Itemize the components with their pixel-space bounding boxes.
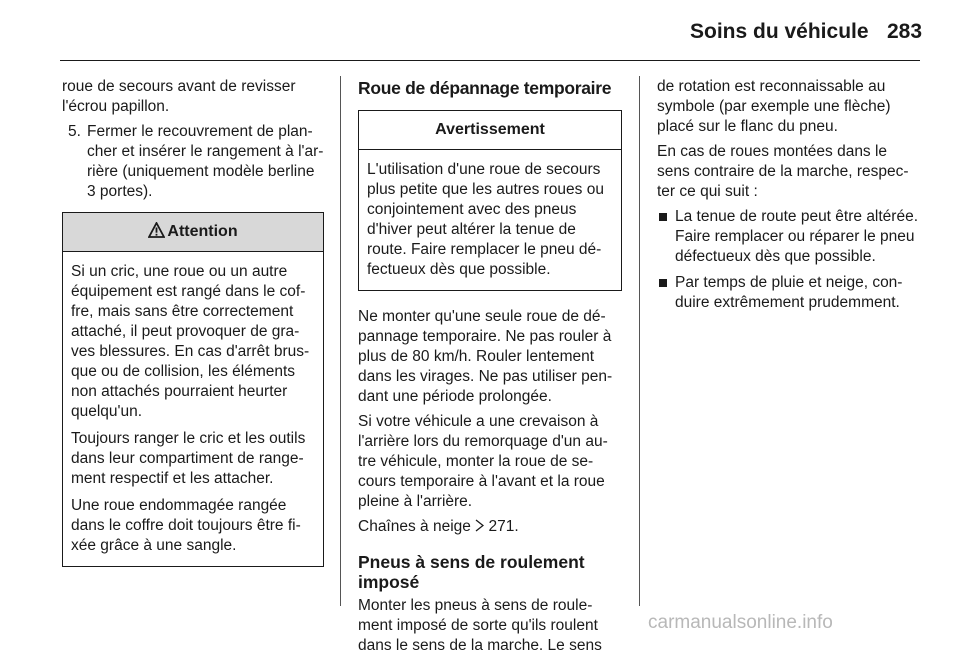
paragraph-puncture: Si votre véhicule a une crevaison à l'arrière lors du remorquage d'un au-tre véhicule, monter la roue de se-cours temporaire à l'avant et la roue pleine à l'arrière.: [358, 413, 608, 510]
warning-box: [358, 110, 622, 291]
bullet-item: [657, 207, 921, 267]
square-bullet-icon: [659, 213, 667, 221]
watermark: carmanualsonline.info: [648, 612, 833, 633]
snow-chains-reference: [358, 517, 622, 538]
paragraph-directional-tyres: Monter les pneus à sens de roule-ment imposé de sorte qu'ils roulent dans le sens de la marche. Le sens: [358, 597, 602, 654]
warning-body: [359, 150, 621, 290]
step-5: [62, 122, 324, 202]
page-number: 283: [887, 20, 923, 43]
bullet-text: La tenue de route peut être altérée. Faire remplacer ou réparer le pneu défectueux dès que possible.: [675, 208, 919, 265]
paragraph-spare-usage: Ne monter qu'une seule roue de dé-pannage temporaire. Ne pas rouler à plus de 80 km/h. Rouler lentement dans les virages. Ne pas utiliser pen-dant une période prolongée.: [358, 308, 613, 405]
step-number: 5.: [68, 123, 81, 140]
section-title: Soins du véhicule: [690, 20, 869, 43]
column-right: [657, 77, 921, 319]
snow-chains-text: Chaînes à neige: [358, 518, 471, 535]
warning-triangle-icon: [148, 215, 165, 253]
column-divider-1: [340, 76, 341, 606]
paragraph-reversed-wheels: En cas de roues montées dans le sens contraire de la marche, respec-ter ce qui suit :: [657, 143, 909, 200]
bullet-item: [657, 273, 921, 313]
heading-directional-tyres: Pneus à sens de roulement imposé: [358, 552, 585, 592]
warning-text: L'utilisation d'une roue de secours plus petite que les autres roues ou conjointement avec des pneus d'hiver peut altérer la tenue de route. Faire remplacer le pneu dé-fectueux dès que possible.: [367, 161, 604, 278]
header-rule: [60, 60, 920, 61]
step-text: Fermer le recouvrement de plan-cher et insérer le rangement à l'ar-rière (uniquement modèle berline 3 portes).: [87, 123, 324, 200]
attention-body: [63, 252, 323, 566]
continued-text: roue de secours avant de revisser l'écrou papillon.: [62, 78, 296, 115]
attention-paragraph-1: Si un cric, une roue ou un autre équipement est rangé dans le cof-fre, mais sans être correctement attaché, il peut provoquer de gra-ves blessures. En cas d'arrêt brus-que ou de collision, les éléments non attachés pourraient heurter quelqu'un.: [71, 263, 310, 420]
column-middle: [358, 78, 622, 661]
snow-chains-page: 271.: [488, 518, 519, 535]
paragraph-rotation-symbol: de rotation est reconnaissable au symbole (par exemple une flèche) placé sur le flanc du pneu.: [657, 78, 891, 135]
warning-header: Avertissement: [359, 111, 621, 150]
attention-paragraph-2: Toujours ranger le cric et les outils dans leur compartiment de range-ment respectif et les attacher.: [71, 430, 306, 487]
column-divider-2: [639, 76, 640, 606]
attention-title: Attention: [167, 223, 238, 240]
heading-temporary-spare: Roue de dépannage temporaire: [358, 78, 612, 98]
attention-header: [63, 213, 323, 252]
bullet-text: Par temps de pluie et neige, con-duire extrêmement prudemment.: [675, 274, 903, 311]
attention-paragraph-3: Une roue endommagée rangée dans le coffre doit toujours être fi-xée grâce à une sangle.: [71, 497, 301, 554]
column-left: [62, 77, 324, 567]
square-bullet-icon: [659, 279, 667, 287]
page-header: [0, 0, 960, 60]
page-reference-icon: [475, 518, 484, 538]
attention-box: [62, 212, 324, 567]
